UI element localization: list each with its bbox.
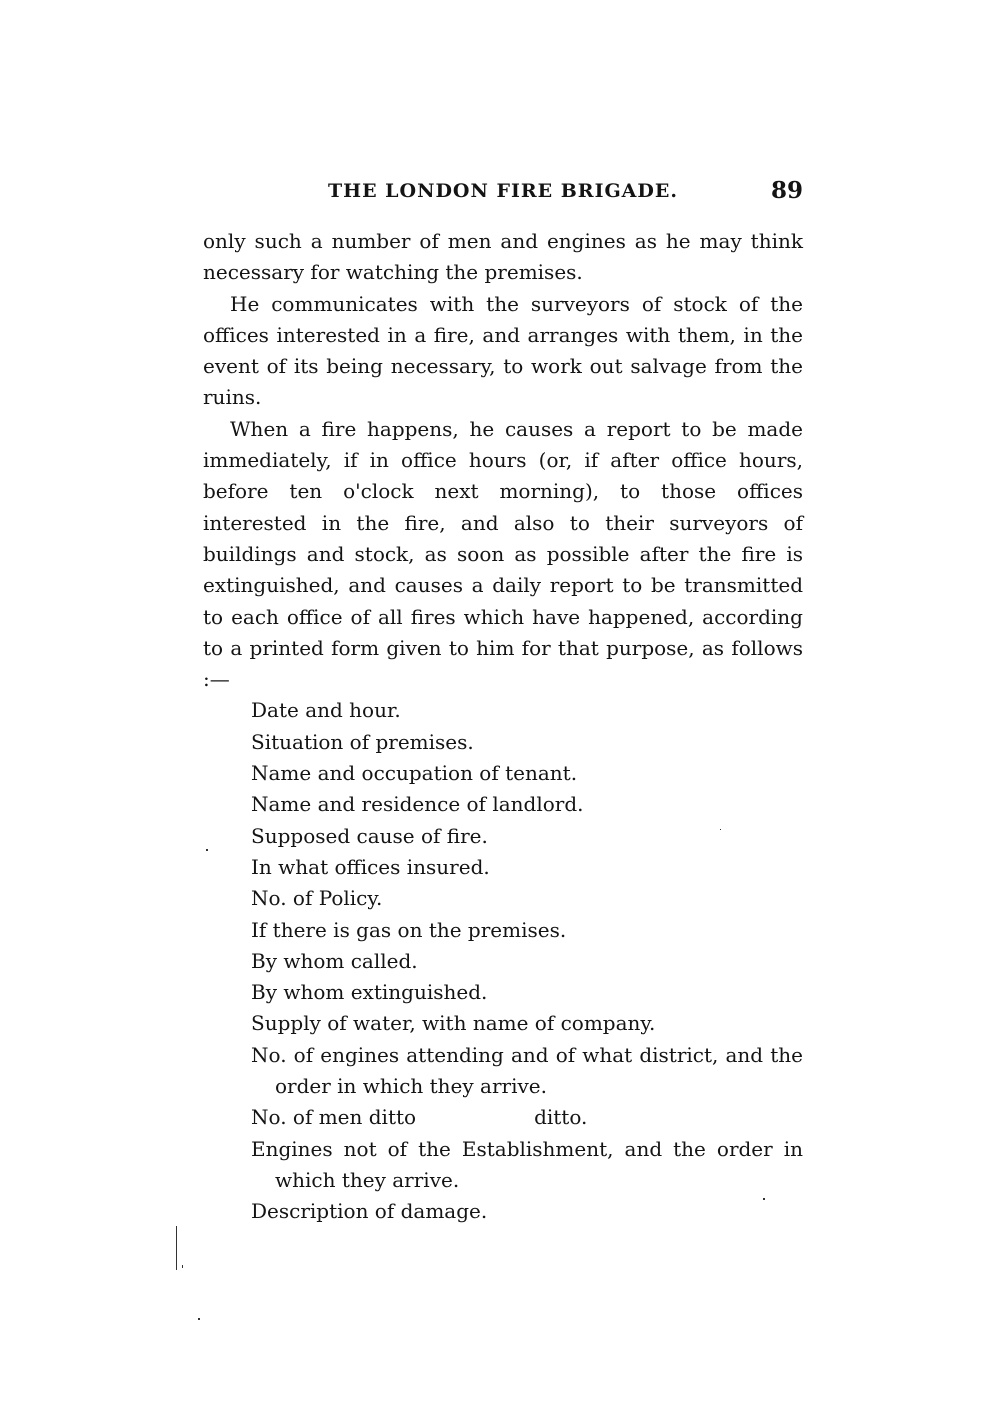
paragraph-continued: only such a number of men and engines as he may think necessary for watching the premises. (203, 229, 803, 285)
body-text (203, 226, 803, 1228)
list-item: Supposed cause of fire. (251, 823, 488, 848)
report-form-list (203, 695, 803, 1227)
list-item: In what offices insured. (251, 854, 490, 879)
paragraph-fire-report: When a fire happens, he causes a report to be made immediately, if in office hours (or, if after office hours, before ten o'clock next morning), to those offices interested in the fire, and also to their surveyors of buildings and stock, as soon as possible after the fire is extinguished, and causes a daily report to be transmitted to each office of all fires which have happened, according to a printed form given to him for that purpose, as follows :— (203, 416, 803, 692)
list-item: Engines not of the Establishment, and the order in which they arrive. (251, 1136, 803, 1192)
list-item: No. of engines attending and of what district, and the order in which they arrive. (251, 1042, 803, 1099)
list-item: Description of damage. (251, 1199, 488, 1224)
men-item-left: No. of men ditto (251, 1105, 417, 1130)
running-title: THE LONDON FIRE BRIGADE. (327, 180, 678, 202)
list-item: If there is gas on the premises. (251, 917, 567, 942)
paragraph-surveyors: He communicates with the surveyors of stock of the offices interested in a fire, and arranges with them, in the event of its being necessary, to work out salvage from the ruins. (203, 291, 803, 410)
page-number: 89 (770, 177, 803, 204)
list-item: Situation of premises. (251, 729, 474, 754)
list-item: Name and occupation of tenant. (251, 761, 578, 786)
list-item: By whom called. (251, 948, 418, 973)
list-item: Date and hour. (251, 698, 401, 723)
list-item: Name and residence of landlord. (251, 792, 584, 817)
men-item-right: ditto. (534, 1105, 588, 1130)
list-item: Supply of water, with name of company. (251, 1011, 656, 1036)
list-item: By whom extinguished. (251, 980, 488, 1005)
running-head (203, 176, 803, 206)
list-item: No. of Policy. (251, 886, 383, 911)
list-item-men (251, 1102, 803, 1133)
